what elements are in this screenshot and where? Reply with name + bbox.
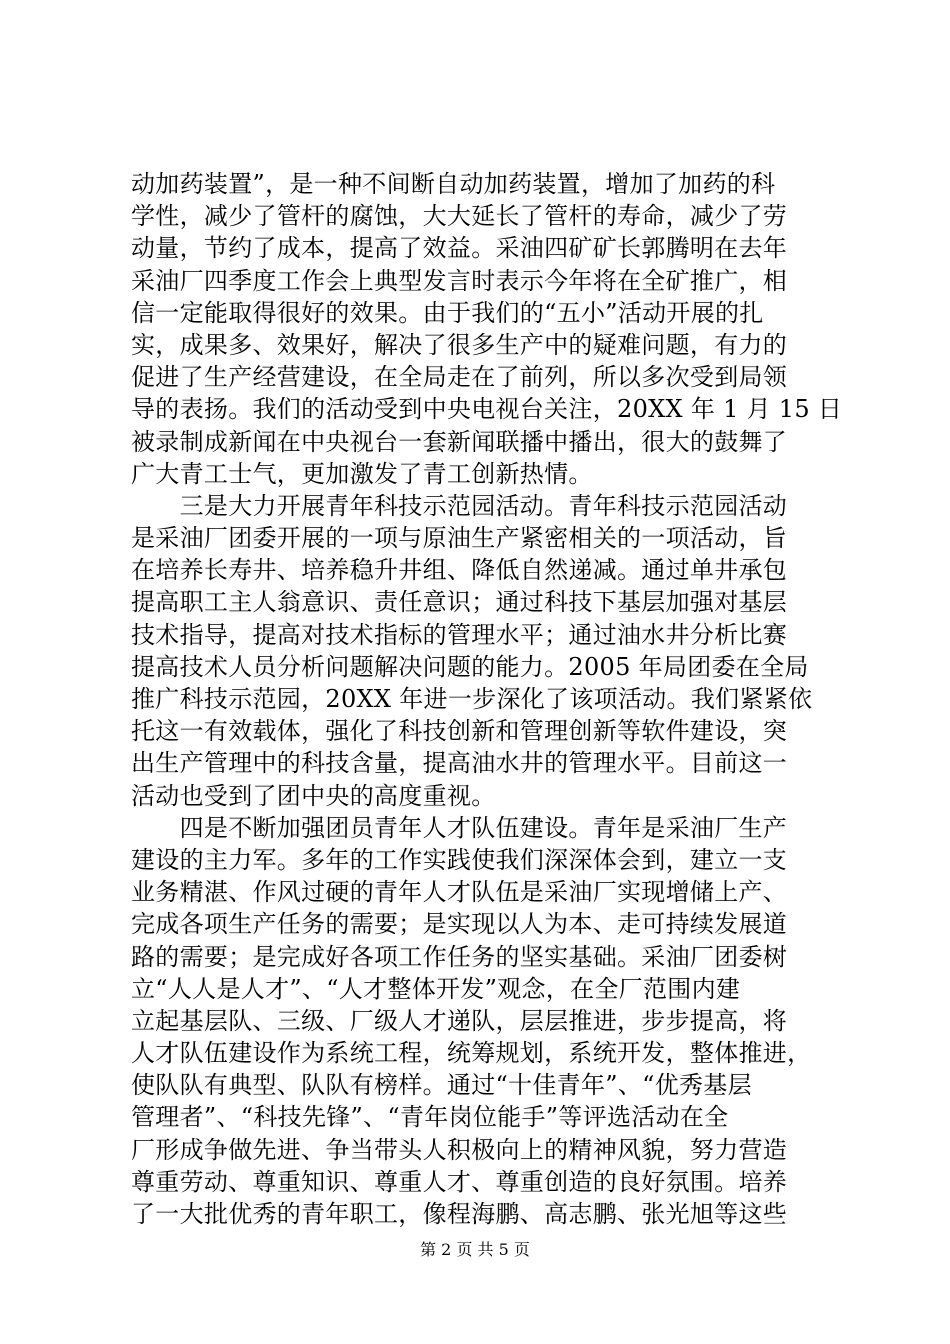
- text-line: 在培养长寿井、培养稳升井组、降低自然递减。通过单井承包: [131, 556, 788, 585]
- text-line: 实，成果多、效果好，解决了很多生产中的疑难问题，有力的: [131, 330, 788, 359]
- text-line: 导的表扬。我们的活动受到中央电视台关注，20XX 年 1 月 15 日: [131, 395, 843, 424]
- text-line: 动量，节约了成本，提高了效益。采油四矿矿长郭腾明在去年: [131, 234, 788, 263]
- text-line: 广大青工士气，更加激发了青工创新热情。: [131, 459, 593, 488]
- text-line: 了一大批优秀的青年职工，像程海鹏、高志鹏、张光旭等这些: [131, 1200, 788, 1228]
- text-line: 业务精湛、作风过硬的青年人才队伍是采油厂实现增储上产、: [131, 878, 788, 907]
- text-line: 技术指导，提高对技术指标的管理水平；通过油水井分析比赛: [131, 620, 788, 649]
- text-line: 厂形成争做先进、争当带头人积极向上的精神风貌，努力营造: [131, 1135, 788, 1164]
- text-line: 是采油厂团委开展的一项与原油生产紧密相关的一项活动，旨: [131, 524, 788, 553]
- text-line: 出生产管理中的科技含量，提高油水井的管理水平。目前这一: [131, 749, 788, 778]
- text-line: 活动也受到了团中央的高度重视。: [131, 781, 496, 810]
- text-line: 信一定能取得很好的效果。由于我们的“五小”活动开展的扎: [131, 298, 764, 327]
- text-line: 管理者”、“科技先锋”、“青年岗位能手”等评选活动在全: [131, 1103, 729, 1132]
- body-text: [131, 168, 843, 1230]
- text-line: 采油厂四季度工作会上典型发言时表示今年将在全矿推广，相: [131, 266, 788, 295]
- text-line: 促进了生产经营建设，在全局走在了前列，所以多次受到局领: [131, 363, 788, 392]
- text-line: 提高技术人员分析问题解决问题的能力。2005 年局团委在全局: [131, 652, 809, 681]
- text-line: 动加药装置”，是一种不间断自动加药装置，增加了加药的科: [131, 170, 776, 198]
- text-line: 提高职工主人翁意识、责任意识；通过科技下基层加强对基层: [131, 588, 788, 617]
- text-line: 使队队有典型、队队有榜样。通过“十佳青年”、“优秀基层: [131, 1071, 752, 1100]
- text-line: 托这一有效载体，强化了科技创新和管理创新等软件建设，突: [131, 717, 788, 746]
- page-number-footer: 第 2 页 共 5 页: [420, 1240, 530, 1259]
- text-line: 三是大力开展青年科技示范园活动。青年科技示范园活动: [131, 491, 788, 520]
- text-line: 四是不断加强团员青年人才队伍建设。青年是采油厂生产: [131, 813, 788, 842]
- text-line: 立“人人是人才”、“人才整体开发”观念，在全厂范围内建: [131, 974, 741, 1003]
- text-line: 被录制成新闻在中央视台一套新闻联播中播出，很大的鼓舞了: [131, 427, 788, 456]
- text-line: 人才队伍建设作为系统工程，统筹规划，系统开发，整体推进，: [131, 1039, 812, 1068]
- text-line: 立起基层队、三级、厂级人才递队，层层推进，步步提高，将: [131, 1006, 788, 1035]
- text-line: 学性，减少了管杆的腐蚀，大大延长了管杆的寿命，减少了劳: [131, 202, 788, 231]
- text-line: 推广科技示范园，20XX 年进一步深化了该项活动。我们紧紧依: [131, 685, 813, 713]
- text-line: 建设的主力军。多年的工作实践使我们深深体会到，建立一支: [131, 845, 788, 874]
- text-line: 尊重劳动、尊重知识、尊重人才、尊重创造的良好氛围。培养: [131, 1167, 788, 1196]
- text-line: 完成各项生产任务的需要；是实现以人为本、走可持续发展道: [131, 910, 788, 939]
- text-line: 路的需要；是完成好各项工作任务的坚实基础。采油厂团委树: [131, 942, 788, 971]
